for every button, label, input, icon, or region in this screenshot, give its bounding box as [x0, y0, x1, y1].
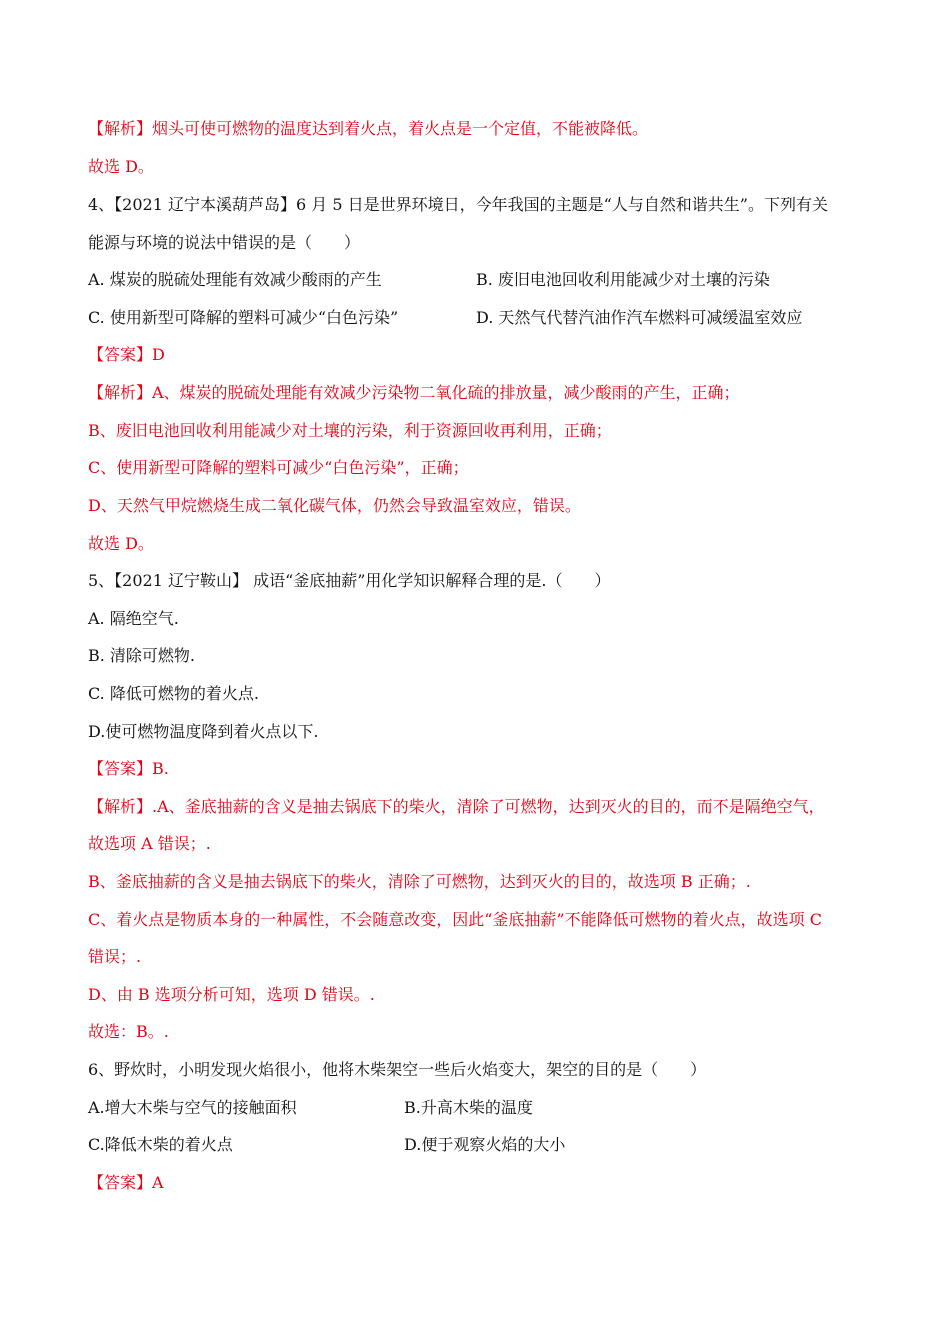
q4-conclusion: 故选 D。: [88, 534, 154, 553]
q5-answer: 【答案】B.: [88, 759, 169, 778]
q6-option-b: B.升高木柴的温度: [404, 1098, 533, 1117]
q5-analysis-b: B、釜底抽薪的含义是抽去锅底下的柴火，清除了可燃物，达到灭火的目的，故选项 B 正确；.: [88, 872, 751, 891]
q4-option-a: A. 煤炭的脱硫处理能有效减少酸雨的产生: [88, 270, 382, 289]
q4-option-c: C. 使用新型可降解的塑料可减少“白色污染”: [88, 308, 399, 327]
q5-option-a: A. 隔绝空气.: [88, 609, 179, 628]
q4-answer: 【答案】D: [88, 345, 165, 364]
q5-stem: 5、【2021 辽宁鞍山】 成语“釜底抽薪”用化学知识解释合理的是.（ ）: [88, 571, 611, 590]
q5-analysis-a-line1: 【解析】.A、釜底抽薪的含义是抽去锅底下的柴火，清除了可燃物，达到灭火的目的，而不是隔绝空气，: [88, 797, 825, 816]
q4-analysis-a: 【解析】A、煤炭的脱硫处理能有效减少污染物二氧化硫的排放量，减少酸雨的产生，正确；: [88, 383, 740, 402]
q5-analysis-c-line2: 错误；.: [88, 947, 142, 966]
q4-analysis-c: C、使用新型可降解的塑料可减少“白色污染”，正确；: [88, 458, 469, 477]
q6-answer: 【答案】A: [88, 1173, 164, 1192]
q4-analysis-d: D、天然气甲烷燃烧生成二氧化碳气体，仍然会导致温室效应，错误。: [88, 496, 581, 515]
q6-stem: 6、野炊时，小明发现火焰很小，他将木柴架空一些后火焰变大，架空的目的是（ ）: [88, 1060, 707, 1079]
q6-option-a: A.增大木柴与空气的接触面积: [88, 1098, 297, 1117]
q5-analysis-d: D、由 B 选项分析可知，选项 D 错误。.: [88, 985, 375, 1004]
q5-analysis-a-line2: 故选项 A 错误；.: [88, 834, 211, 853]
q4-option-b: B. 废旧电池回收利用能减少对土壤的污染: [476, 270, 770, 289]
q6-option-c: C.降低木柴的着火点: [88, 1135, 233, 1154]
q5-option-b: B. 清除可燃物.: [88, 646, 196, 665]
q4-analysis-b: B、废旧电池回收利用能减少对土壤的污染，利于资源回收再利用，正确；: [88, 421, 612, 440]
q5-conclusion: 故选：B。.: [88, 1022, 169, 1041]
q5-option-c: C. 降低可燃物的着火点.: [88, 684, 259, 703]
q3-conclusion: 故选 D。: [88, 157, 154, 176]
q5-analysis-c-line1: C、着火点是物质本身的一种属性，不会随意改变，因此“釜底抽薪”不能降低可燃物的着火点，故选项 C: [88, 910, 822, 929]
q6-option-d: D.便于观察火焰的大小: [404, 1135, 566, 1154]
q3-analysis: 【解析】烟头可使可燃物的温度达到着火点，着火点是一个定值，不能被降低。: [88, 119, 649, 138]
q4-stem-line1: 4、【2021 辽宁本溪葫芦岛】6 月 5 日是世界环境日，今年我国的主题是“人与自然和谐共生”。下列有关: [88, 195, 828, 214]
q4-stem-line2: 能源与环境的说法中错误的是（ ）: [88, 233, 361, 252]
q5-option-d: D.使可燃物温度降到着火点以下.: [88, 722, 319, 741]
q4-option-d: D. 天然气代替汽油作汽车燃料可减缓温室效应: [476, 308, 803, 327]
